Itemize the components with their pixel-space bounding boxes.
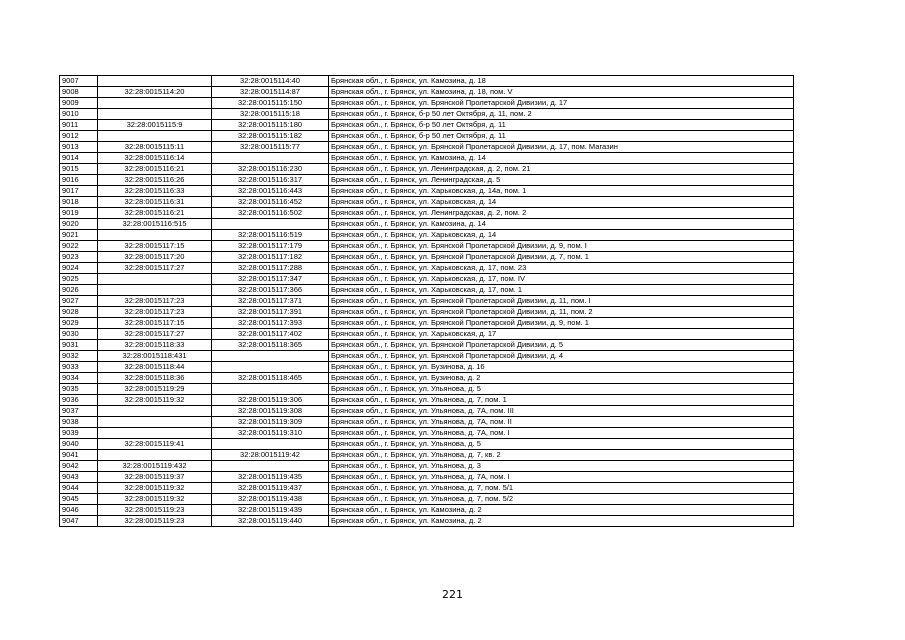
table-row [60, 406, 794, 417]
page-number: 221 [442, 588, 463, 601]
object-cadastral-number-cell: 32:28:0015116:443 [212, 186, 329, 197]
cadastral-number-cell: 32:28:0015118:33 [98, 340, 212, 351]
cadastral-number-cell: 32:28:0015119:29 [98, 384, 212, 395]
row-number-cell: 9028 [60, 307, 98, 318]
address-cell: Брянская обл., г. Брянск, ул. Камозина, д. 14 [329, 219, 794, 230]
address-cell: Брянская обл., г. Брянск, ул. Брянской Пролетарской Дивизии, д. 17 [329, 98, 794, 109]
object-cadastral-number-cell: 32:28:0015119:310 [212, 428, 329, 439]
row-number-cell: 9046 [60, 505, 98, 516]
row-number-cell: 9039 [60, 428, 98, 439]
table-row [60, 131, 794, 142]
object-cadastral-number-cell: 32:28:0015119:309 [212, 417, 329, 428]
object-cadastral-number-cell: 32:28:0015119:435 [212, 472, 329, 483]
address-cell: Брянская обл., г. Брянск, ул. Брянской Пролетарской Дивизии, д. 5 [329, 340, 794, 351]
cadastral-number-cell: 32:28:0015119:37 [98, 472, 212, 483]
object-cadastral-number-cell: 32:28:0015115:150 [212, 98, 329, 109]
registry-table-body [60, 76, 794, 527]
row-number-cell: 9019 [60, 208, 98, 219]
cadastral-number-cell [98, 406, 212, 417]
table-row [60, 340, 794, 351]
row-number-cell: 9047 [60, 516, 98, 527]
table-row [60, 175, 794, 186]
row-number-cell: 9012 [60, 131, 98, 142]
table-row [60, 164, 794, 175]
table-row [60, 483, 794, 494]
row-number-cell: 9030 [60, 329, 98, 340]
cadastral-number-cell: 32:28:0015117:15 [98, 318, 212, 329]
cadastral-number-cell [98, 285, 212, 296]
row-number-cell: 9031 [60, 340, 98, 351]
row-number-cell: 9018 [60, 197, 98, 208]
table-row [60, 417, 794, 428]
cadastral-number-cell: 32:28:0015119:23 [98, 516, 212, 527]
table-row [60, 87, 794, 98]
row-number-cell: 9027 [60, 296, 98, 307]
table-row [60, 285, 794, 296]
table-row [60, 384, 794, 395]
row-number-cell: 9043 [60, 472, 98, 483]
table-row [60, 428, 794, 439]
address-cell: Брянская обл., г. Брянск, ул. Камозина, д. 18, пом. V [329, 87, 794, 98]
table-row [60, 219, 794, 230]
object-cadastral-number-cell: 32:28:0015117:402 [212, 329, 329, 340]
table-row [60, 472, 794, 483]
row-number-cell: 9022 [60, 241, 98, 252]
cadastral-number-cell: 32:28:0015116:14 [98, 153, 212, 164]
table-row [60, 329, 794, 340]
cadastral-number-cell: 32:28:0015118:36 [98, 373, 212, 384]
row-number-cell: 9025 [60, 274, 98, 285]
table-row [60, 120, 794, 131]
table-row [60, 505, 794, 516]
row-number-cell: 9023 [60, 252, 98, 263]
row-number-cell: 9021 [60, 230, 98, 241]
address-cell: Брянская обл., г. Брянск, ул. Камозина, д. 18 [329, 76, 794, 87]
row-number-cell: 9037 [60, 406, 98, 417]
property-registry-table [59, 75, 794, 527]
row-number-cell: 9011 [60, 120, 98, 131]
table-row [60, 318, 794, 329]
object-cadastral-number-cell [212, 362, 329, 373]
address-cell: Брянская обл., г. Брянск, ул. Ульянова, д. 7А, пом. I [329, 428, 794, 439]
row-number-cell: 9035 [60, 384, 98, 395]
object-cadastral-number-cell: 32:28:0015119:440 [212, 516, 329, 527]
row-number-cell: 9016 [60, 175, 98, 186]
row-number-cell: 9026 [60, 285, 98, 296]
address-cell: Брянская обл., г. Брянск, ул. Камозина, д. 14 [329, 153, 794, 164]
table-row [60, 439, 794, 450]
cadastral-number-cell [98, 274, 212, 285]
cadastral-number-cell [98, 131, 212, 142]
cadastral-number-cell: 32:28:0015119:41 [98, 439, 212, 450]
row-number-cell: 9010 [60, 109, 98, 120]
object-cadastral-number-cell: 32:28:0015115:77 [212, 142, 329, 153]
address-cell: Брянская обл., г. Брянск, ул. Ленинградская, д. 5 [329, 175, 794, 186]
row-number-cell: 9024 [60, 263, 98, 274]
table-row [60, 109, 794, 120]
cadastral-number-cell: 32:28:0015116:21 [98, 164, 212, 175]
address-cell: Брянская обл., г. Брянск, ул. Ленинградская, д. 2, пом. 21 [329, 164, 794, 175]
address-cell: Брянская обл., г. Брянск, б-р 50 лет Октября, д. 11 [329, 131, 794, 142]
address-cell: Брянская обл., г. Брянск, ул. Камозина, д. 2 [329, 505, 794, 516]
cadastral-number-cell: 32:28:0015116:515 [98, 219, 212, 230]
table-row [60, 307, 794, 318]
row-number-cell: 9008 [60, 87, 98, 98]
address-cell: Брянская обл., г. Брянск, ул. Ульянова, д. 3 [329, 461, 794, 472]
row-number-cell: 9040 [60, 439, 98, 450]
cadastral-number-cell: 32:28:0015116:33 [98, 186, 212, 197]
object-cadastral-number-cell [212, 384, 329, 395]
address-cell: Брянская обл., г. Брянск, ул. Ульянова, д. 7А, пом. II [329, 417, 794, 428]
row-number-cell: 9041 [60, 450, 98, 461]
address-cell: Брянская обл., г. Брянск, ул. Ульянова, д. 7, пом. 5/1 [329, 483, 794, 494]
row-number-cell: 9017 [60, 186, 98, 197]
table-row [60, 153, 794, 164]
address-cell: Брянская обл., г. Брянск, ул. Харьковская, д. 17 [329, 329, 794, 340]
address-cell: Брянская обл., г. Брянск, ул. Харьковская, д. 14 [329, 197, 794, 208]
address-cell: Брянская обл., г. Брянск, ул. Бузинова, д. 16 [329, 362, 794, 373]
row-number-cell: 9033 [60, 362, 98, 373]
object-cadastral-number-cell [212, 439, 329, 450]
address-cell: Брянская обл., г. Брянск, ул. Бузинова, д. 2 [329, 373, 794, 384]
table-row [60, 362, 794, 373]
cadastral-number-cell: 32:28:0015117:23 [98, 296, 212, 307]
object-cadastral-number-cell [212, 351, 329, 362]
object-cadastral-number-cell [212, 153, 329, 164]
table-row [60, 274, 794, 285]
row-number-cell: 9042 [60, 461, 98, 472]
object-cadastral-number-cell [212, 219, 329, 230]
object-cadastral-number-cell [212, 461, 329, 472]
row-number-cell: 9032 [60, 351, 98, 362]
row-number-cell: 9038 [60, 417, 98, 428]
table-row [60, 461, 794, 472]
cadastral-number-cell: 32:28:0015119:32 [98, 483, 212, 494]
address-cell: Брянская обл., г. Брянск, ул. Брянской Пролетарской Дивизии, д. 17, пом. Магазин [329, 142, 794, 153]
object-cadastral-number-cell: 32:28:0015115:182 [212, 131, 329, 142]
object-cadastral-number-cell: 32:28:0015114:87 [212, 87, 329, 98]
table-row [60, 494, 794, 505]
object-cadastral-number-cell: 32:28:0015115:180 [212, 120, 329, 131]
table-row [60, 197, 794, 208]
address-cell: Брянская обл., г. Брянск, ул. Харьковская, д. 17, пом. IV [329, 274, 794, 285]
row-number-cell: 9020 [60, 219, 98, 230]
object-cadastral-number-cell: 32:28:0015118:465 [212, 373, 329, 384]
address-cell: Брянская обл., г. Брянск, ул. Камозина, д. 2 [329, 516, 794, 527]
address-cell: Брянская обл., г. Брянск, ул. Ульянова, д. 5 [329, 384, 794, 395]
table-row [60, 98, 794, 109]
object-cadastral-number-cell: 32:28:0015117:182 [212, 252, 329, 263]
object-cadastral-number-cell: 32:28:0015119:308 [212, 406, 329, 417]
address-cell: Брянская обл., г. Брянск, ул. Харьковская, д. 17, пом. 1 [329, 285, 794, 296]
address-cell: Брянская обл., г. Брянск, ул. Брянской Пролетарской Дивизии, д. 4 [329, 351, 794, 362]
cadastral-number-cell: 32:28:0015115:11 [98, 142, 212, 153]
object-cadastral-number-cell: 32:28:0015117:393 [212, 318, 329, 329]
cadastral-number-cell: 32:28:0015117:20 [98, 252, 212, 263]
address-cell: Брянская обл., г. Брянск, ул. Брянской Пролетарской Дивизии, д. 11, пом. I [329, 296, 794, 307]
cadastral-number-cell: 32:28:0015119:32 [98, 494, 212, 505]
cadastral-number-cell: 32:28:0015119:432 [98, 461, 212, 472]
object-cadastral-number-cell: 32:28:0015117:366 [212, 285, 329, 296]
row-number-cell: 9014 [60, 153, 98, 164]
object-cadastral-number-cell: 32:28:0015117:391 [212, 307, 329, 318]
row-number-cell: 9015 [60, 164, 98, 175]
address-cell: Брянская обл., г. Брянск, ул. Ульянова, д. 5 [329, 439, 794, 450]
cadastral-number-cell [98, 109, 212, 120]
table-row [60, 263, 794, 274]
object-cadastral-number-cell: 32:28:0015118:365 [212, 340, 329, 351]
object-cadastral-number-cell: 32:28:0015117:347 [212, 274, 329, 285]
cadastral-number-cell [98, 230, 212, 241]
table-row [60, 351, 794, 362]
object-cadastral-number-cell: 32:28:0015119:42 [212, 450, 329, 461]
row-number-cell: 9045 [60, 494, 98, 505]
object-cadastral-number-cell: 32:28:0015117:288 [212, 263, 329, 274]
object-cadastral-number-cell: 32:28:0015119:306 [212, 395, 329, 406]
address-cell: Брянская обл., г. Брянск, ул. Ульянова, д. 7, пом. 1 [329, 395, 794, 406]
cadastral-number-cell: 32:28:0015117:15 [98, 241, 212, 252]
table-row [60, 516, 794, 527]
address-cell: Брянская обл., г. Брянск, б-р 50 лет Октября, д. 11 [329, 120, 794, 131]
object-cadastral-number-cell: 32:28:0015114:40 [212, 76, 329, 87]
address-cell: Брянская обл., г. Брянск, ул. Ульянова, д. 7А, пом. III [329, 406, 794, 417]
address-cell: Брянская обл., г. Брянск, ул. Ленинградская, д. 2, пом. 2 [329, 208, 794, 219]
cadastral-number-cell [98, 450, 212, 461]
table-row [60, 186, 794, 197]
address-cell: Брянская обл., г. Брянск, ул. Харьковская, д. 14а, пом. 1 [329, 186, 794, 197]
row-number-cell: 9036 [60, 395, 98, 406]
row-number-cell: 9044 [60, 483, 98, 494]
cadastral-number-cell: 32:28:0015117:27 [98, 263, 212, 274]
cadastral-number-cell: 32:28:0015118:44 [98, 362, 212, 373]
table-row [60, 208, 794, 219]
cadastral-number-cell: 32:28:0015119:23 [98, 505, 212, 516]
row-number-cell: 9009 [60, 98, 98, 109]
cadastral-number-cell: 32:28:0015115:9 [98, 120, 212, 131]
cadastral-number-cell: 32:28:0015117:27 [98, 329, 212, 340]
address-cell: Брянская обл., г. Брянск, ул. Харьковская, д. 14 [329, 230, 794, 241]
address-cell: Брянская обл., г. Брянск, ул. Ульянова, д. 7, кв. 2 [329, 450, 794, 461]
object-cadastral-number-cell: 32:28:0015116:452 [212, 197, 329, 208]
address-cell: Брянская обл., г. Брянск, ул. Ульянова, д. 7, пом. 5/2 [329, 494, 794, 505]
row-number-cell: 9029 [60, 318, 98, 329]
cadastral-number-cell: 32:28:0015116:26 [98, 175, 212, 186]
cadastral-number-cell: 32:28:0015114:20 [98, 87, 212, 98]
address-cell: Брянская обл., г. Брянск, ул. Харьковская, д. 17, пом. 23 [329, 263, 794, 274]
object-cadastral-number-cell: 32:28:0015115:18 [212, 109, 329, 120]
cadastral-number-cell [98, 76, 212, 87]
cadastral-number-cell: 32:28:0015117:23 [98, 307, 212, 318]
object-cadastral-number-cell: 32:28:0015119:437 [212, 483, 329, 494]
row-number-cell: 9013 [60, 142, 98, 153]
object-cadastral-number-cell: 32:28:0015117:371 [212, 296, 329, 307]
table-row [60, 230, 794, 241]
cadastral-number-cell [98, 417, 212, 428]
object-cadastral-number-cell: 32:28:0015116:519 [212, 230, 329, 241]
address-cell: Брянская обл., г. Брянск, ул. Брянской Пролетарской Дивизии, д. 9, пом. I [329, 241, 794, 252]
cadastral-number-cell: 32:28:0015116:21 [98, 208, 212, 219]
table-row [60, 76, 794, 87]
table-row [60, 142, 794, 153]
object-cadastral-number-cell: 32:28:0015117:179 [212, 241, 329, 252]
object-cadastral-number-cell: 32:28:0015119:438 [212, 494, 329, 505]
address-cell: Брянская обл., г. Брянск, б-р 50 лет Октября, д. 11, пом. 2 [329, 109, 794, 120]
object-cadastral-number-cell: 32:28:0015119:439 [212, 505, 329, 516]
address-cell: Брянская обл., г. Брянск, ул. Брянской Пролетарской Дивизии, д. 11, пом. 2 [329, 307, 794, 318]
address-cell: Брянская обл., г. Брянск, ул. Ульянова, д. 7А, пом. I [329, 472, 794, 483]
cadastral-number-cell: 32:28:0015118:431 [98, 351, 212, 362]
address-cell: Брянская обл., г. Брянск, ул. Брянской Пролетарской Дивизии, д. 9, пом. 1 [329, 318, 794, 329]
object-cadastral-number-cell: 32:28:0015116:230 [212, 164, 329, 175]
object-cadastral-number-cell: 32:28:0015116:502 [212, 208, 329, 219]
table-row [60, 373, 794, 384]
table-row [60, 252, 794, 263]
object-cadastral-number-cell: 32:28:0015116:317 [212, 175, 329, 186]
cadastral-number-cell [98, 98, 212, 109]
cadastral-number-cell: 32:28:0015116:31 [98, 197, 212, 208]
table-row [60, 395, 794, 406]
row-number-cell: 9034 [60, 373, 98, 384]
address-cell: Брянская обл., г. Брянск, ул. Брянской Пролетарской Дивизии, д. 7, пом. 1 [329, 252, 794, 263]
table-row [60, 241, 794, 252]
table-row [60, 450, 794, 461]
cadastral-number-cell [98, 428, 212, 439]
row-number-cell: 9007 [60, 76, 98, 87]
cadastral-number-cell: 32:28:0015119:32 [98, 395, 212, 406]
table-row [60, 296, 794, 307]
